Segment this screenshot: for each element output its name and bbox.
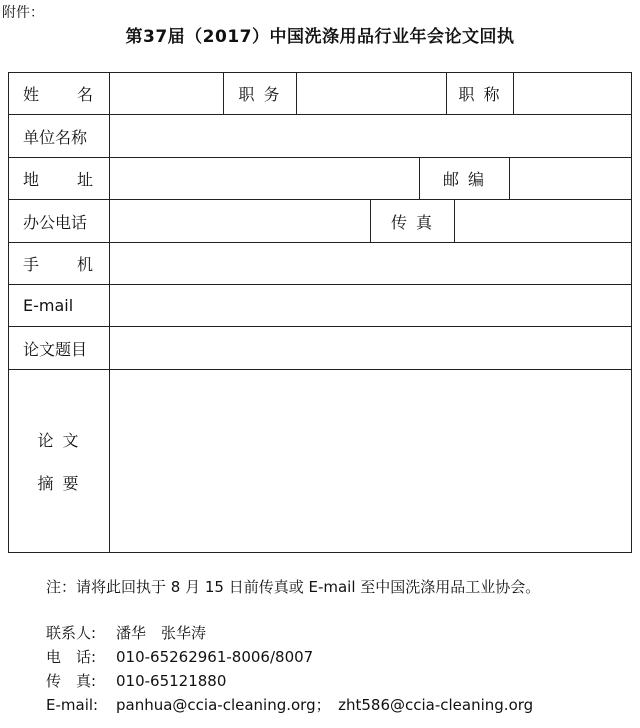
- abstract-label-line-2: 摘 要: [37, 474, 81, 493]
- office-phone-field[interactable]: [109, 199, 371, 243]
- contact-email-line: [46, 694, 533, 715]
- abstract-field[interactable]: [109, 369, 632, 553]
- contact-phone-value: 010-65262961-8006/8007: [116, 648, 314, 666]
- mobile-label: 手 机: [8, 242, 110, 285]
- name-field[interactable]: [109, 72, 224, 115]
- abstract-label: [8, 369, 110, 553]
- contact-fax-label: 传 真:: [46, 672, 97, 690]
- org-label: 单位名称: [8, 114, 110, 158]
- fax-field[interactable]: [454, 199, 632, 243]
- attachment-label: 附件：: [2, 5, 44, 21]
- paper-title-field[interactable]: [109, 326, 632, 370]
- address-field[interactable]: [109, 157, 420, 200]
- org-field[interactable]: [109, 114, 632, 158]
- title-field[interactable]: [513, 72, 632, 115]
- email-field[interactable]: [109, 284, 632, 327]
- contact-fax-line: [46, 670, 226, 691]
- contact-fax-value: 010-65121880: [116, 672, 227, 690]
- contact-person-line: [46, 622, 206, 643]
- mobile-field[interactable]: [109, 242, 632, 285]
- address-label: 地 址: [8, 157, 110, 200]
- name-label: 姓 名: [8, 72, 110, 115]
- contact-phone-line: [46, 646, 313, 667]
- contact-email-value[interactable]: panhua@ccia-cleaning.org； zht586@ccia-cleaning.org: [116, 696, 534, 714]
- title-label: 职 称: [446, 72, 514, 115]
- fax-label: 传 真: [370, 199, 455, 243]
- contact-person-label: 联系人:: [46, 624, 97, 642]
- office-phone-label: 办公电话: [8, 199, 110, 243]
- position-field[interactable]: [296, 72, 447, 115]
- position-label: 职 务: [223, 72, 297, 115]
- abstract-label-line-1: 论 文: [37, 431, 81, 450]
- email-label: E-mail: [8, 284, 110, 327]
- postcode-field[interactable]: [509, 157, 632, 200]
- contact-email-label: E-mail:: [46, 696, 99, 714]
- page-title: 第37届（2017）中国洗涤用品行业年会论文回执: [125, 27, 515, 47]
- postcode-label: 邮 编: [419, 157, 510, 200]
- contact-person-value: 潘华 张华涛: [116, 624, 207, 642]
- submission-note: 注：请将此回执于 8 月 15 日前传真或 E-mail 至中国洗涤用品工业协会。: [46, 578, 541, 596]
- contact-phone-label: 电 话:: [46, 648, 97, 666]
- paper-title-label: 论文题目: [8, 326, 110, 370]
